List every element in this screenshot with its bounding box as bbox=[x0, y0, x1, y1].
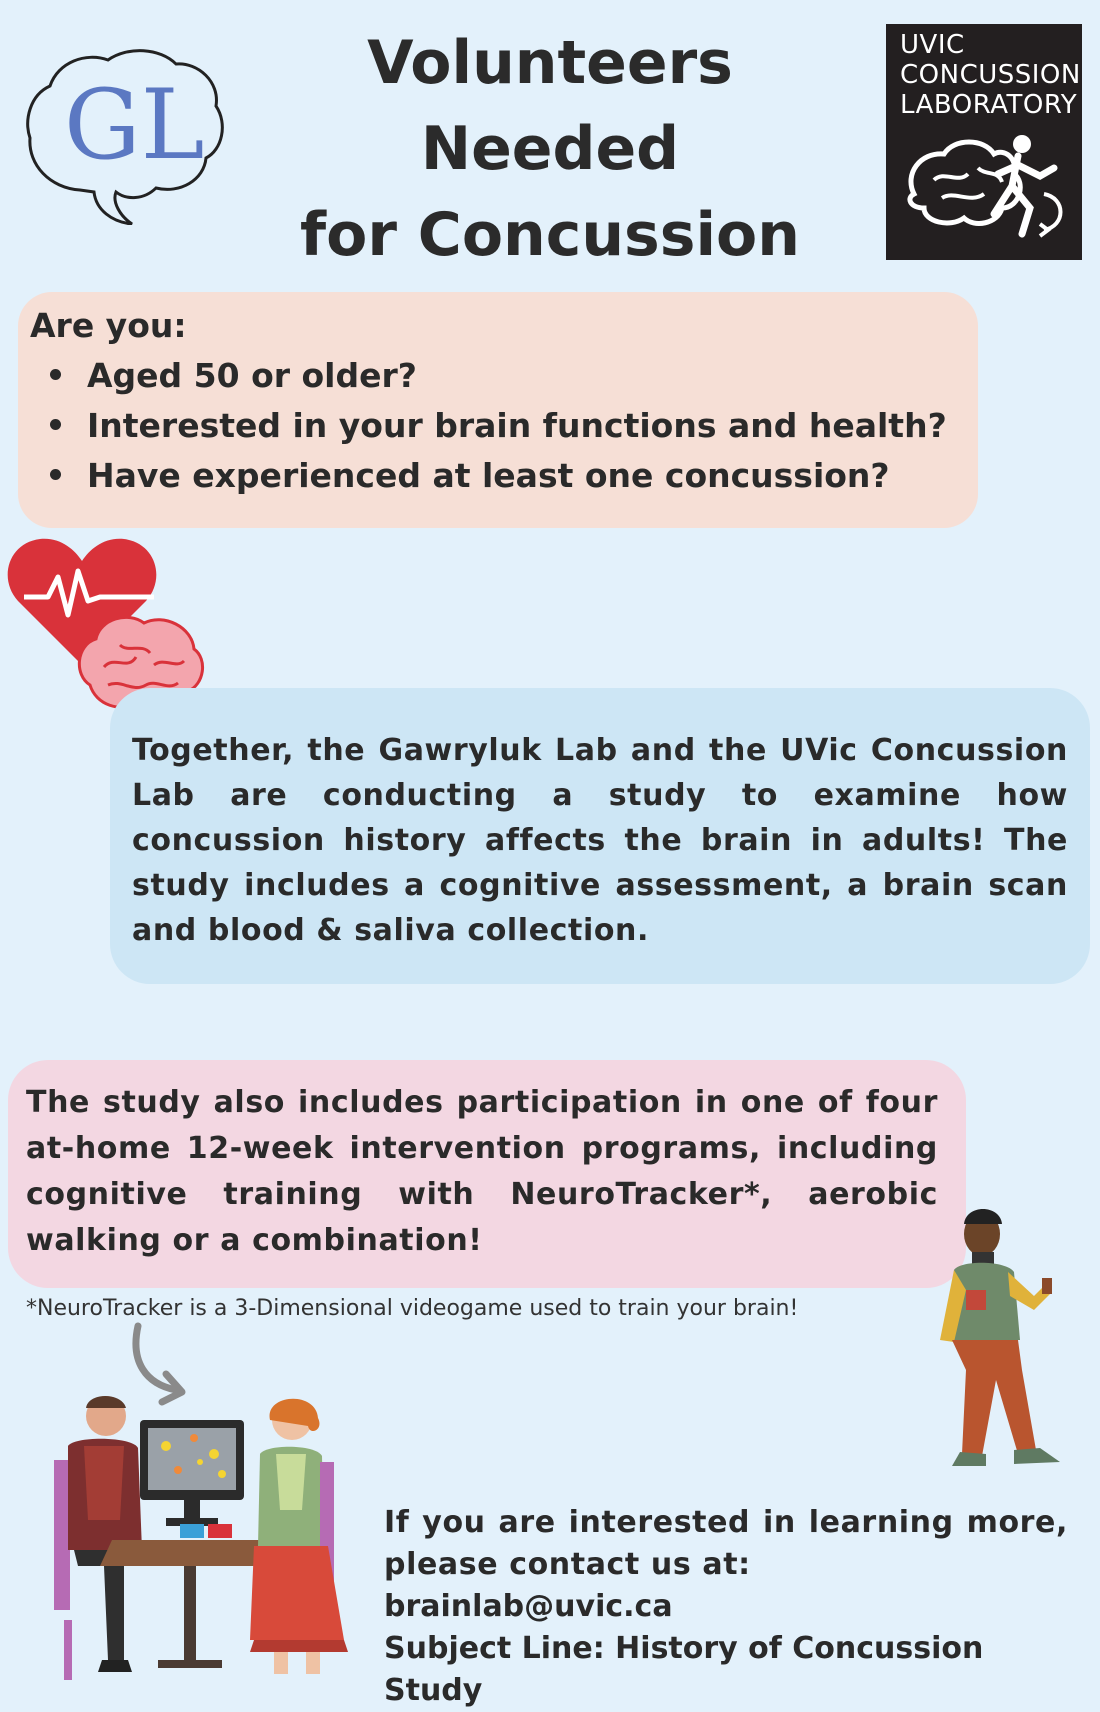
criteria-item: Aged 50 or older? bbox=[50, 356, 417, 395]
contact-email-link[interactable]: brainlab@uvic.ca bbox=[384, 1589, 673, 1624]
criteria-heading: Are you: bbox=[30, 306, 187, 345]
contact-intro: If you are interested in learning more, please contact us at: bbox=[384, 1505, 1068, 1582]
contact-subject-line: Subject Line: History of Concussion Study bbox=[384, 1631, 984, 1708]
bullet-icon bbox=[50, 469, 61, 480]
gawryluk-lab-logo bbox=[20, 40, 230, 225]
criteria-item: Have experienced at least one concussion? bbox=[50, 456, 890, 495]
neurotracker-footnote: *NeuroTracker is a 3-Dimensional videogame used to train your brain! bbox=[26, 1296, 799, 1321]
title-line-1: Volunteers Needed bbox=[367, 28, 733, 184]
seniors-neurotracker-illustration bbox=[54, 1390, 364, 1680]
brain-runner-icon bbox=[894, 124, 1074, 254]
bullet-icon bbox=[50, 419, 61, 430]
uvic-concussion-lab-logo bbox=[886, 24, 1082, 260]
study-description-text: Together, the Gawryluk Lab and the UVic Concussion Lab are conducting a study to examine how concussion history affects the brain in adults! The study includes a cognitive assessment, a brain scan and blood & saliva collection. bbox=[132, 733, 1068, 948]
walking-person-icon bbox=[910, 1200, 1080, 1510]
contact-section bbox=[384, 1502, 1068, 1712]
svg-text:GL: GL bbox=[64, 69, 205, 181]
intervention-description-text: The study also includes participation in one of four at-home 12-week intervention programs, including cognitive training with NeuroTracker*, aerobic walking or a combination! bbox=[26, 1085, 938, 1258]
walking-person-illustration bbox=[910, 1200, 1080, 1510]
criteria-item: Interested in your brain functions and health? bbox=[50, 406, 947, 445]
brain-outline-icon bbox=[20, 40, 230, 225]
title-line-2: for Concussion bbox=[300, 200, 800, 270]
bullet-icon bbox=[50, 369, 61, 380]
seniors-at-computer-icon bbox=[54, 1390, 364, 1680]
uvic-logo-text: UVIC CONCUSSION LABORATORY bbox=[900, 30, 1081, 120]
